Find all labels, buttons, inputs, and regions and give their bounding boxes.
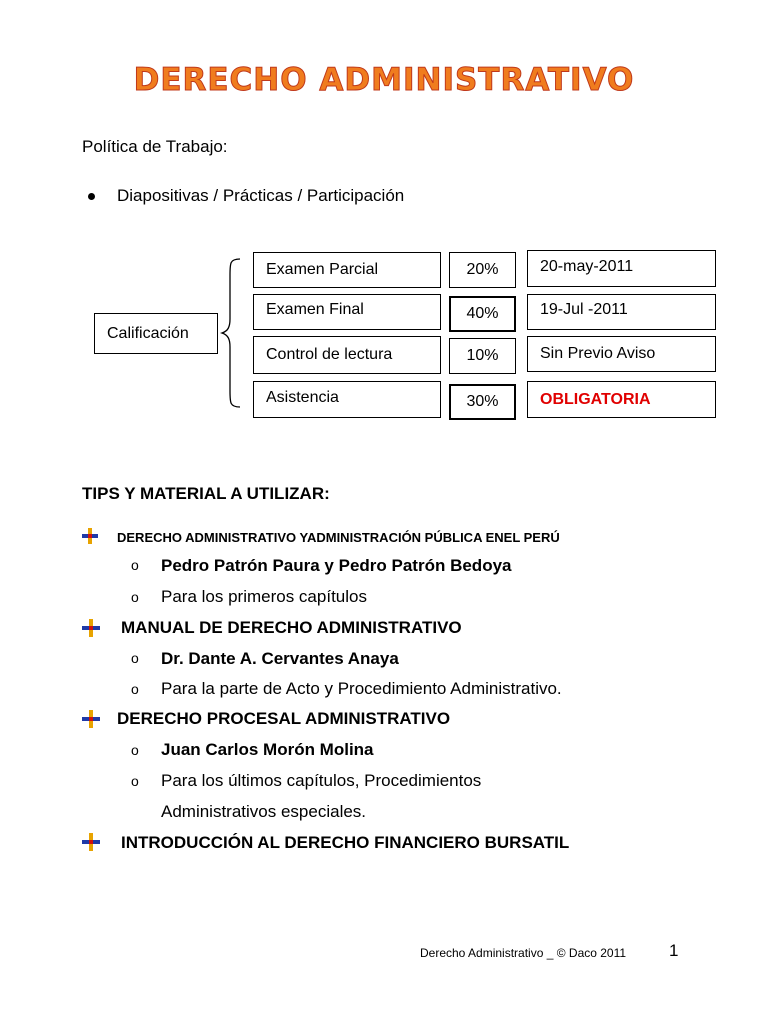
grade-note-box [527,336,716,372]
grade-percent-box [449,252,516,288]
material-title: INTRODUCCIÓN AL DERECHO FINANCIERO BURSATIL [121,833,570,852]
footer-text: Derecho Administrativo _ © Daco 2011 [420,946,627,960]
grade-note-box [527,381,716,418]
page-number: 1 [669,941,679,960]
circle-bullet-icon: o [131,589,139,605]
material-author: Juan Carlos Morón Molina [161,740,374,759]
bullet-dot-icon [88,193,95,200]
grade-item-label: Examen Final [266,301,364,318]
grade-percent: 20% [466,261,499,278]
material-title: MANUAL DE DERECHO ADMINISTRATIVO [121,618,462,637]
grade-note: 19-Jul -2011 [540,301,628,318]
grade-item-box [253,381,441,418]
cross-bullet-icon [82,833,100,851]
grade-percent-box [449,384,516,420]
grade-item-box [253,336,441,374]
grade-note-box [527,294,716,330]
cross-bullet-icon [82,710,100,728]
circle-bullet-icon: o [131,742,139,758]
circle-bullet-icon: o [131,681,139,697]
material-title: DERECHO ADMINISTRATIVO YADMINISTRACIÓN PÚBLICA ENEL PERÚ [117,530,560,545]
grade-note-highlight: OBLIGATORIA [540,390,651,408]
grading-label-box [94,313,218,354]
grade-percent-box [449,296,516,332]
circle-bullet-icon: o [131,773,139,789]
circle-bullet-icon: o [131,557,139,573]
page-title: DERECHO ADMINISTRATIVO [133,62,635,98]
grade-percent: 10% [466,347,499,364]
grade-note: Sin Previo Aviso [540,345,656,362]
grading-label: Calificación [107,324,189,342]
grade-item-box [253,252,441,288]
grade-percent-box [449,338,516,374]
curly-brace-icon [220,255,244,411]
material-author: Dr. Dante A. Cervantes Anaya [161,649,399,668]
material-title: DERECHO PROCESAL ADMINISTRATIVO [117,709,451,728]
cross-bullet-icon [82,528,98,544]
grade-note: 20-may-2011 [540,257,634,275]
material-note-continued: Administrativos especiales. [161,802,367,821]
grade-item-label: Examen Parcial [266,261,379,278]
material-author: Pedro Patrón Paura y Pedro Patrón Bedoya [161,556,512,575]
material-note: Para los últimos capítulos, Procedimientos [161,771,482,790]
policy-bullet-text: Diapositivas / Prácticas / Participación [117,186,405,205]
grade-item-box [253,294,441,330]
grade-item-label: Asistencia [266,388,339,406]
tips-heading: TIPS Y MATERIAL A UTILIZAR: [82,484,330,503]
policy-label: Política de Trabajo: [82,137,228,156]
grade-item-label: Control de lectura [266,346,393,363]
circle-bullet-icon: o [131,650,139,666]
grade-note-box [527,250,716,287]
material-note: Para la parte de Acto y Procedimiento Administrativo. [161,679,562,698]
grade-percent: 30% [466,393,499,410]
cross-bullet-icon [82,619,100,637]
material-note: Para los primeros capítulos [161,587,367,606]
grade-percent: 40% [466,305,499,322]
